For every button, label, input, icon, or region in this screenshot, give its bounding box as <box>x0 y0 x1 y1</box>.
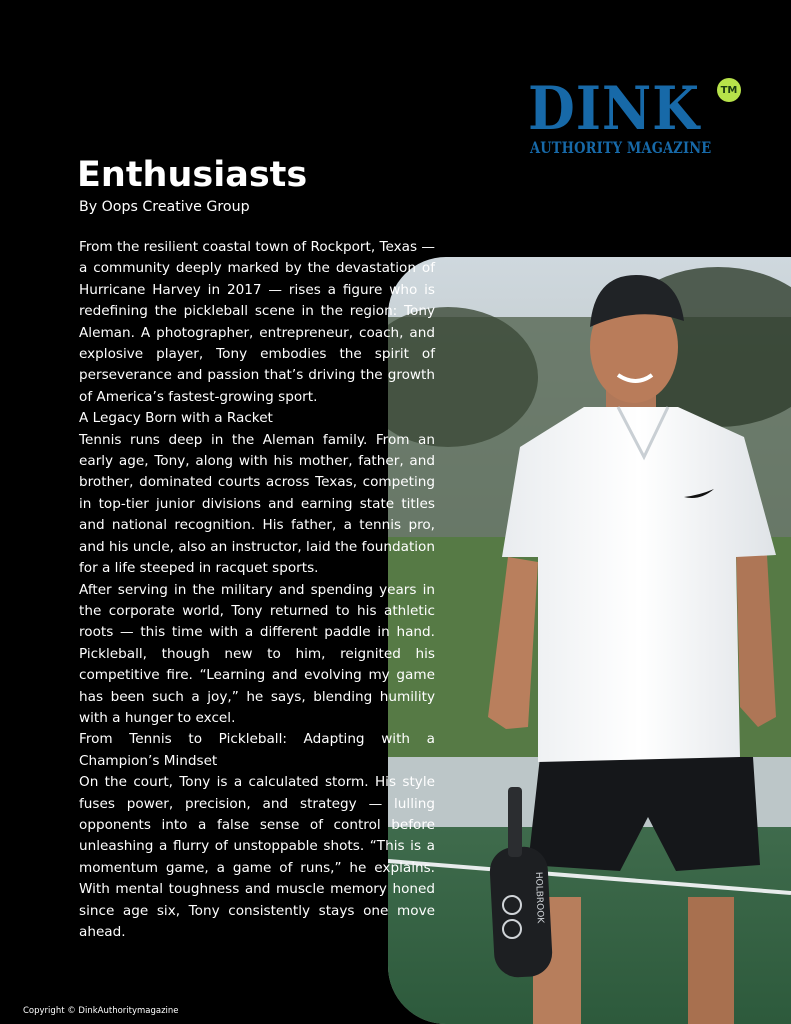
article-subheading: From Tennis to Pickleball: Adapting with a Champion’s Mindset <box>79 731 435 769</box>
article-paragraph: From the resilient coastal town of Rockport, Texas — a community deeply marked by the devastation of Hurricane Harvey in 2017 — rises a figure who is redefining the pickleball scene in the region: Tony Aleman. A photographer, entrepreneur, coach, and explosive player, Tony embodies the spirit of perseverance and passion that’s driving the growth of America’s fastest-growing sport. <box>79 239 435 405</box>
article-paragraph: On the court, Tony is a calculated storm. His style fuses power, precision, and strategy — lulling opponents into a false sense of control before unleashing a flurry of unstoppable shots. “This is a momentum game, a game of runs,” he explains. With mental toughness and muscle memory honed since age six, Tony consistently stays one move ahead. <box>79 774 435 940</box>
article-body <box>79 237 435 943</box>
article-subheading: A Legacy Born with a Racket <box>79 410 273 427</box>
magazine-logo <box>528 76 748 160</box>
article-byline: By Oops Creative Group <box>79 199 250 215</box>
logo-subtitle: AUTHORITY MAGAZINE <box>530 138 712 157</box>
article-title: Enthusiasts <box>77 155 308 195</box>
hero-photo <box>388 257 791 1024</box>
article-paragraph: After serving in the military and spending years in the corporate world, Tony returned to his athletic roots — this time with a different paddle in hand. Pickleball, though new to him, reignited his competitive fire. “Learning and evolving my game has been such a joy,” he says, blending humility with a hunger to excel. <box>79 581 435 726</box>
copyright-footer: Copyright © DinkAuthoritymagazine <box>23 1006 179 1016</box>
article-paragraph: Tennis runs deep in the Aleman family. From an early age, Tony, along with his mother, father, and brother, dominated courts across Texas, competing in top-tier junior divisions and earning state titles and national recognition. His father, a tennis pro, and his uncle, also an instructor, laid the foundation for a life steeped in racquet sports. <box>79 431 435 577</box>
paddle-brand-label: HOLBROOK <box>533 871 545 924</box>
trademark-badge: TM <box>717 78 741 102</box>
logo-wordmark: DINK <box>528 74 700 144</box>
